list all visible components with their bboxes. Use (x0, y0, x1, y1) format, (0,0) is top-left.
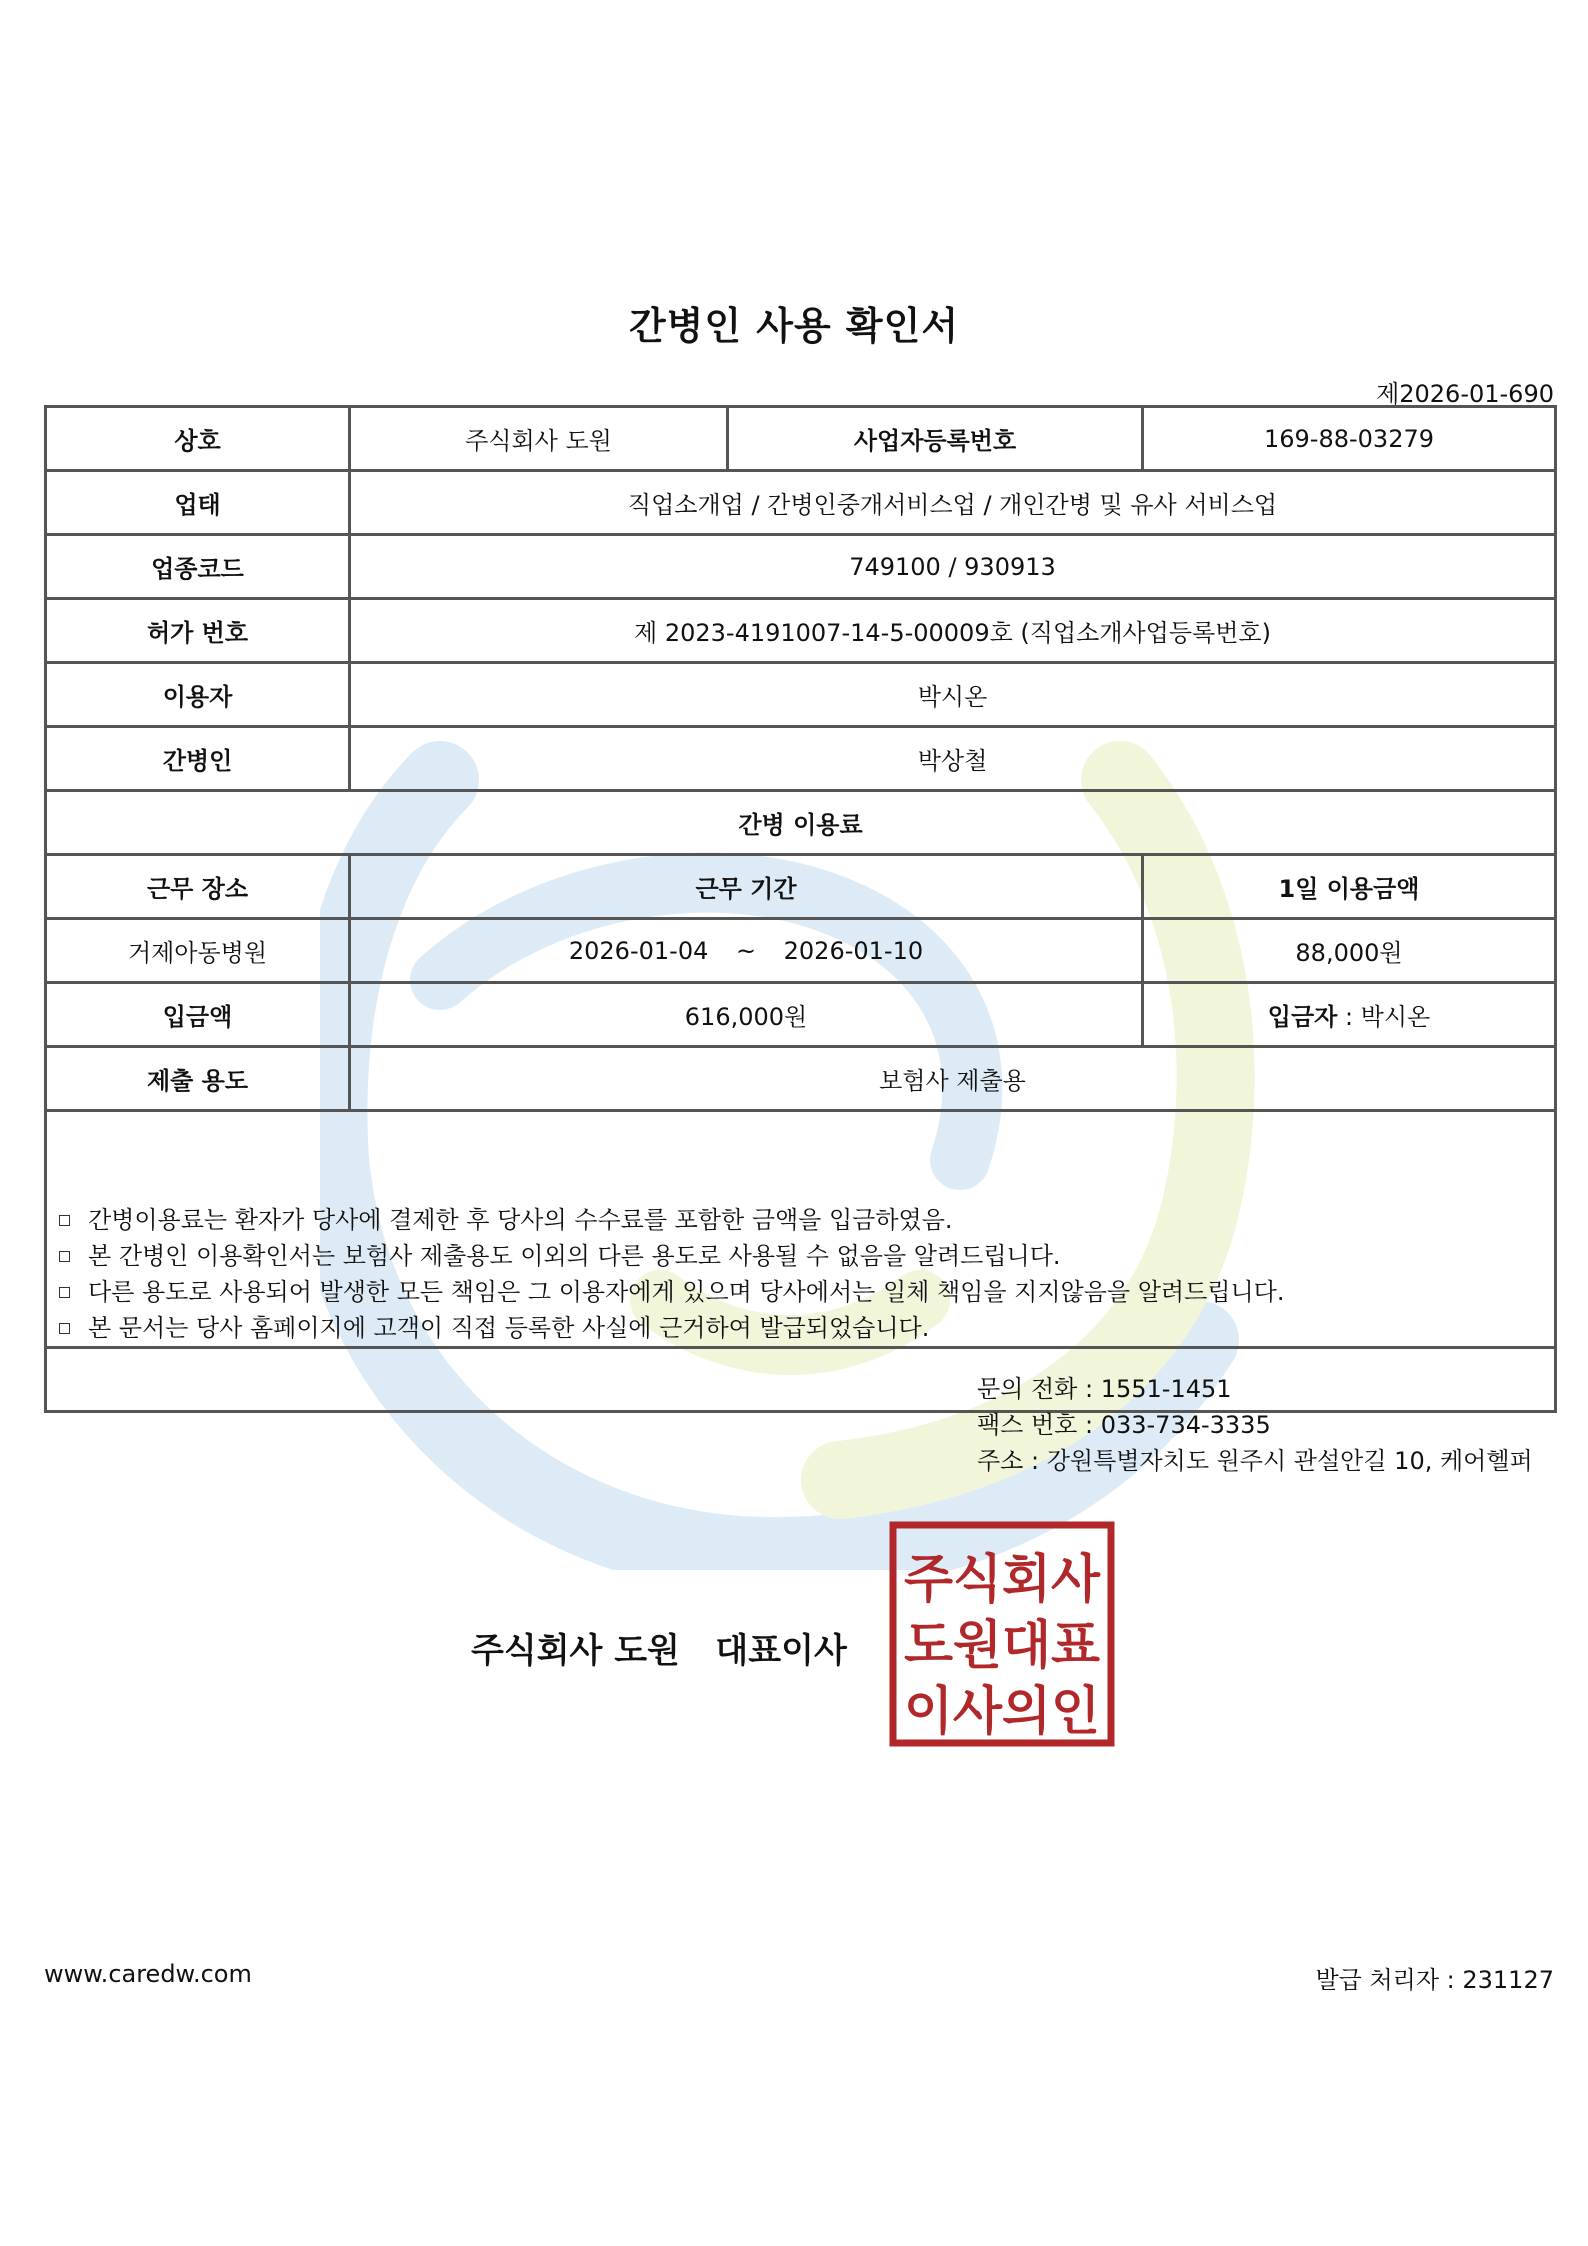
issuer-id: 발급 처리자 : 231127 (1315, 1966, 1554, 1994)
notes-row (46, 1111, 1556, 1348)
purpose-value: 보험사 제출용 (350, 1047, 1556, 1111)
deposit-row (46, 983, 1556, 1047)
note-text: 본 간병인 이용확인서는 보험사 제출용도 이외의 다른 용도로 사용될 수 없음을 알려드립니다. (88, 1242, 1061, 1270)
company-value: 주식회사 도원 (350, 407, 728, 471)
user-label: 이용자 (46, 663, 350, 727)
company-row (46, 407, 1556, 471)
daily-fee-value: 88,000원 (1143, 919, 1556, 983)
fee-section-row (46, 791, 1556, 855)
workplace-label: 근무 장소 (46, 855, 350, 919)
seal-row-2: 도원대표 (904, 1616, 1100, 1676)
note-item (55, 1238, 1546, 1274)
company-label: 상호 (46, 407, 350, 471)
depositor-value: : 박시온 (1337, 1003, 1431, 1031)
square-bullet-icon (59, 1323, 70, 1334)
confirmation-table (44, 405, 1557, 1742)
note-item (55, 1202, 1546, 1238)
deposit-value: 616,000원 (350, 983, 1143, 1047)
note-item (55, 1274, 1546, 1310)
contact-fax: 팩스 번호 : 033-734-3335 (977, 1411, 1271, 1439)
bizreg-label: 사업자등록번호 (728, 407, 1143, 471)
fee-header-row (46, 855, 1556, 919)
note-text: 간병이용료는 환자가 당사에 결제한 후 당사의 수수료를 포함한 금액을 입금하였음. (88, 1206, 953, 1234)
user-row (46, 663, 1556, 727)
purpose-label: 제출 용도 (46, 1047, 350, 1111)
business-type-value: 직업소개업 / 간병인중개서비스업 / 개인간병 및 유사 서비스업 (350, 471, 1556, 535)
depositor-cell (1143, 983, 1556, 1047)
period-value (350, 919, 1143, 983)
industry-code-label: 업종코드 (46, 535, 350, 599)
company-seal-stamp (889, 1521, 1115, 1747)
industry-code-row (46, 535, 1556, 599)
industry-code-value: 749100 / 930913 (350, 535, 1556, 599)
note-item (55, 1310, 1546, 1346)
caregiver-row (46, 727, 1556, 791)
contact-phone: 문의 전화 : 1551-1451 (977, 1375, 1232, 1403)
fee-section-title: 간병 이용료 (46, 791, 1556, 855)
business-type-row (46, 471, 1556, 535)
caregiver-value: 박상철 (350, 727, 1556, 791)
permit-label: 허가 번호 (46, 599, 350, 663)
workplace-value: 거제아동병원 (46, 919, 350, 983)
contact-address: 주소 : 강원특별자치도 원주시 관설안길 10, 케어헬퍼 (977, 1447, 1533, 1475)
notes-list (55, 1112, 1546, 1346)
permit-value: 제 2023-4191007-14-5-00009호 (직업소개사업등록번호) (350, 599, 1556, 663)
caregiver-label: 간병인 (46, 727, 350, 791)
footer-row (46, 1348, 1556, 1412)
note-text: 본 문서는 당사 홈페이지에 고객이 직접 등록한 사실에 근거하여 발급되었습니다. (88, 1314, 930, 1342)
signature-cell (46, 1348, 1556, 1742)
contact-block (977, 1371, 1533, 1479)
document-title: 간병인 사용 확인서 (628, 304, 960, 348)
notes-cell (46, 1111, 1556, 1348)
business-type-label: 업태 (46, 471, 350, 535)
purpose-row (46, 1047, 1556, 1111)
permit-row (46, 599, 1556, 663)
seal-row-3: 이사의인 (904, 1682, 1100, 1742)
square-bullet-icon (59, 1287, 70, 1298)
note-text: 다른 용도로 사용되어 발생한 모든 책임은 그 이용자에게 있으며 당사에서는 일체 책임을 지지않음을 알려드립니다. (88, 1278, 1285, 1306)
period-separator: ~ (735, 936, 757, 965)
user-value: 박시온 (350, 663, 1556, 727)
daily-fee-label: 1일 이용금액 (1143, 855, 1556, 919)
period-label: 근무 기간 (350, 855, 1143, 919)
bizreg-value: 169-88-03279 (1143, 407, 1556, 471)
square-bullet-icon (59, 1251, 70, 1262)
period-end: 2026-01-10 (783, 936, 924, 965)
fee-value-row (46, 919, 1556, 983)
seal-row-1: 주식회사 (904, 1550, 1101, 1610)
square-bullet-icon (59, 1215, 70, 1226)
period-start: 2026-01-04 (568, 936, 709, 965)
depositor-label: 입금자 (1267, 1003, 1338, 1031)
document-number: 제2026-01-690 (1376, 380, 1554, 408)
deposit-label: 입금액 (46, 983, 350, 1047)
website-url: www.caredw.com (44, 1960, 252, 1988)
signature-text: 주식회사 도원 대표이사 (471, 1631, 847, 1671)
